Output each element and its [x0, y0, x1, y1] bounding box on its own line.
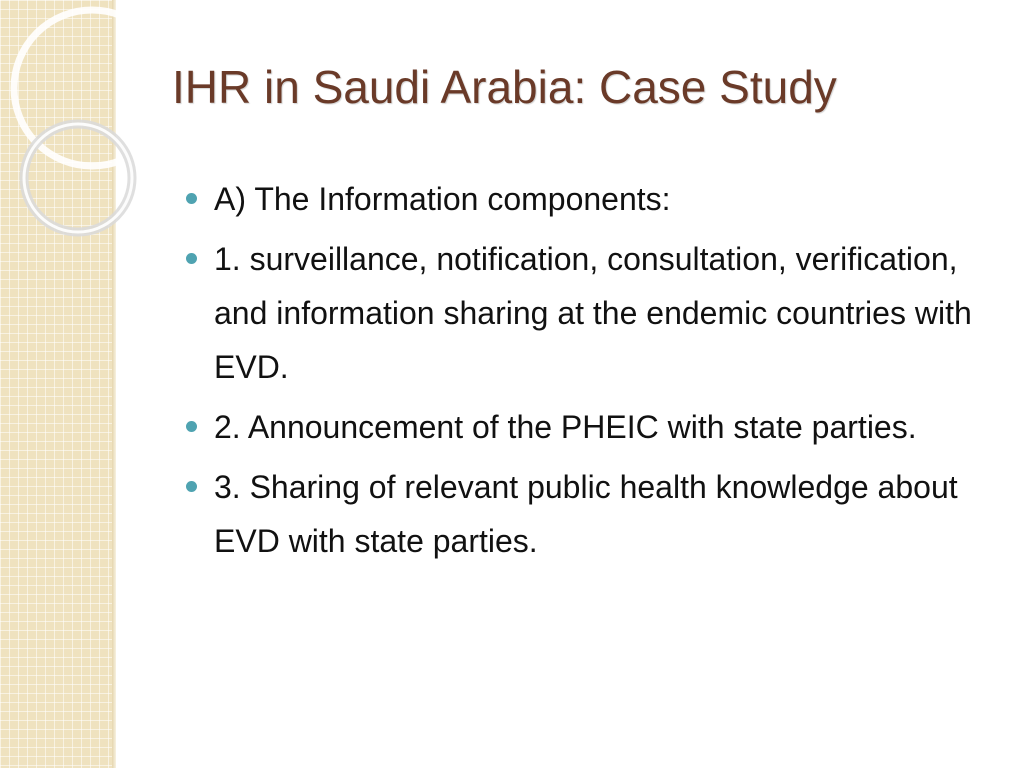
ring-small-highlight	[24, 124, 132, 232]
bullet-item	[186, 400, 996, 454]
bullet-list	[186, 172, 996, 574]
bullet-text: A) The Information components:	[214, 181, 671, 217]
bullet-dot-icon	[186, 481, 197, 492]
bullet-dot-icon	[186, 253, 197, 264]
slide-title: IHR in Saudi Arabia: Case Study	[172, 61, 837, 113]
bullet-text: 1. surveillance, notification, consultation, verification, and information sharing at the endemic countries with EVD.	[214, 241, 972, 385]
bullet-dot-icon	[186, 421, 197, 432]
bullet-dot-icon	[186, 193, 197, 204]
bullet-text: 2. Announcement of the PHEIC with state parties.	[214, 409, 917, 445]
bullet-text: 3. Sharing of relevant public health knowledge about EVD with state parties.	[214, 469, 958, 559]
bullet-item	[186, 172, 996, 226]
bullet-item	[186, 232, 996, 394]
bullet-item	[186, 460, 996, 568]
